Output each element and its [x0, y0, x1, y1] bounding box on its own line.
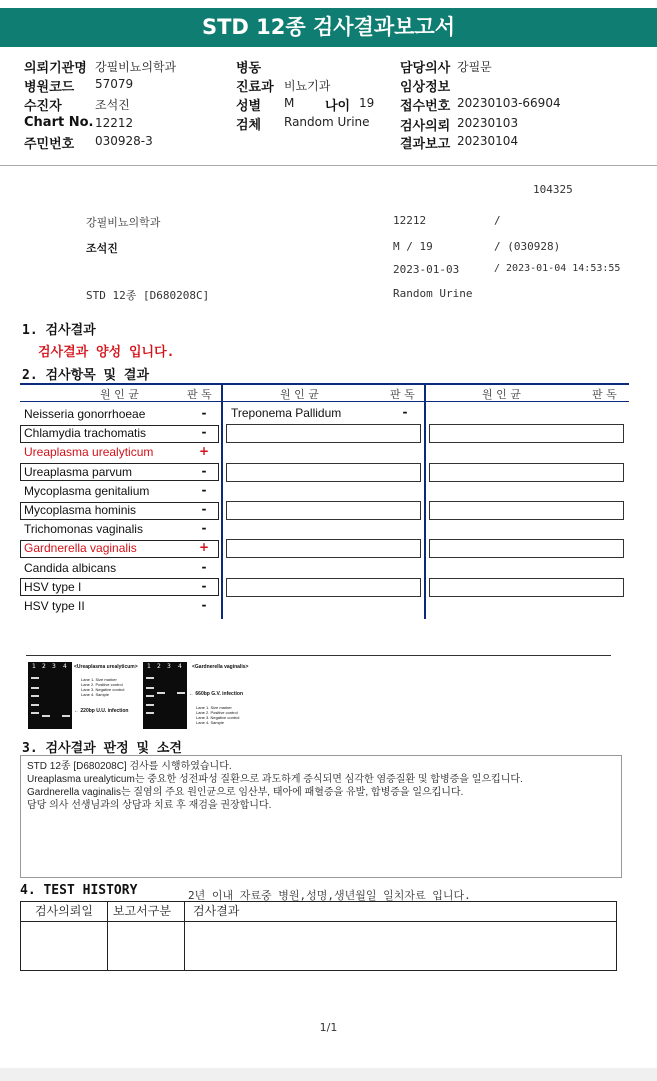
- empty-result-cell: [226, 463, 421, 482]
- opinion-box: [20, 755, 622, 878]
- organism-name: Chlamydia trachomatis: [24, 426, 147, 441]
- uu-marker-band: [31, 677, 39, 679]
- organism-result: -: [201, 406, 207, 420]
- gv-legend-line: Lane 1. Size marker: [196, 705, 232, 710]
- organism-name: HSV type I: [24, 579, 82, 594]
- report-label: 결과보고: [400, 137, 451, 152]
- organism-result: +: [198, 444, 210, 459]
- summary-specimen: Random Urine: [393, 287, 473, 300]
- gv-gel-title: <Gardnerella vaginalis>: [192, 664, 249, 670]
- organism-name: Ureaplasma parvum: [24, 464, 133, 479]
- summary-report-datetime: / 2023-01-04 14:53:55: [494, 263, 621, 274]
- page-number: 1/1: [319, 1021, 338, 1034]
- uu-marker-band: [31, 695, 39, 697]
- specimen-label: 검체: [236, 118, 262, 133]
- uu-marker-band: [31, 712, 39, 714]
- organism-name: HSV type II: [24, 599, 85, 613]
- section-history-title: 4. TEST HISTORY: [20, 883, 138, 898]
- uu-lane-1: 1: [32, 663, 36, 670]
- doctor-value: 강필문: [457, 60, 492, 74]
- sex-value: M: [284, 96, 295, 110]
- sex-label: 성별: [236, 99, 262, 114]
- summary-slash: /: [494, 214, 501, 227]
- history-col-result: 검사결과: [193, 904, 240, 918]
- resident-no-value: 030928-3: [95, 134, 153, 148]
- receipt-no-label: 접수번호: [400, 99, 451, 114]
- request-date-value: 20230103: [457, 116, 519, 130]
- age-value: 19: [359, 96, 375, 110]
- doctor-label: 담당의사: [400, 61, 451, 76]
- history-header-border: [21, 921, 616, 922]
- gv-legend-line: Lane 4. Sample: [196, 720, 225, 725]
- organism-name: Neisseria gonorrhoeae: [24, 407, 146, 421]
- chart-no-value: 12212: [95, 116, 134, 130]
- uu-band-annotation: ← 220bp U.U. infection: [74, 708, 129, 714]
- history-divider: [107, 902, 108, 970]
- organism-result: -: [201, 598, 207, 612]
- uu-sample-band: [62, 715, 70, 717]
- chart-no-label: Chart No.: [24, 115, 94, 130]
- uu-marker-band: [31, 704, 39, 706]
- gv-lane-1: 1: [147, 663, 151, 670]
- treponema-name: Treponema Pallidum: [231, 406, 342, 420]
- empty-result-cell: [429, 578, 624, 597]
- organism-name: Trichomonas vaginalis: [24, 522, 143, 537]
- uu-lane-4: 4: [63, 663, 67, 670]
- request-label: 검사의뢰: [400, 119, 451, 134]
- gv-band-annotation: ← 660bp G.V. infection: [189, 691, 243, 697]
- empty-result-cell: [429, 424, 624, 443]
- organism-name: Gardnerella vaginalis: [24, 541, 137, 556]
- gv-lane-2: 2: [157, 663, 161, 670]
- organism-result: -: [201, 463, 207, 478]
- organism-result: -: [201, 482, 207, 497]
- specimen-value: Random Urine: [284, 115, 370, 129]
- gv-gel-image: [143, 662, 187, 729]
- gv-lane-4: 4: [178, 663, 182, 670]
- uu-positive-band: [42, 715, 50, 717]
- history-col-request-date: 검사의뢰일: [35, 904, 93, 918]
- clinical-info-label: 임상정보: [400, 80, 451, 95]
- organism-name: Candida albicans: [24, 560, 117, 575]
- patient-header: [0, 51, 657, 166]
- positive-result-message: 검사결과 양성 입니다.: [38, 345, 175, 360]
- empty-result-cell: [429, 539, 624, 558]
- organism-result: -: [201, 502, 207, 516]
- department-label: 진료과: [236, 80, 274, 95]
- history-divider: [184, 902, 185, 970]
- section-items-title: 2. 검사항목 및 결과: [22, 368, 150, 383]
- organism-result: -: [201, 578, 207, 593]
- gv-marker-band: [146, 695, 154, 697]
- history-note: 2년 이내 자료중 병원,성명,생년월일 일치자료 입니다.: [188, 889, 471, 902]
- opinion-line: Ureaplasma urealyticum는 중요한 성전파성 질환으로 과도하게 증식되면 심각한 염증질환 및 합병증을 일으킵니다.: [27, 774, 523, 785]
- summary-sex-age: M / 19: [393, 240, 433, 253]
- recipient-value: 조석진: [95, 98, 130, 112]
- organism-name: Mycoplasma hominis: [24, 503, 137, 517]
- gel-electrophoresis-panel: [26, 655, 611, 731]
- opinion-line: STD 12종 [D680208C] 검사를 시행하였습니다.: [27, 761, 232, 772]
- col1-result-header: 판 독: [187, 388, 212, 401]
- organism-result: -: [201, 425, 207, 440]
- hospital-code-value: 57079: [95, 77, 134, 91]
- gv-marker-band: [146, 687, 154, 689]
- col3-organism-header: 원 인 균: [482, 388, 521, 401]
- organism-name: Ureaplasma urealyticum: [24, 445, 154, 460]
- gv-sample-band: [177, 692, 185, 694]
- treponema-result: -: [402, 405, 408, 419]
- section-result-title: 1. 검사결과: [22, 323, 96, 338]
- gv-positive-band: [157, 692, 165, 694]
- opinion-line: 담당 의사 선생님과의 상담과 치료 후 재검을 권장합니다.: [27, 800, 272, 811]
- uu-lane-2: 2: [42, 663, 46, 670]
- gv-legend-line: Lane 2. Positive control: [196, 710, 238, 715]
- gv-legend-line: Lane 3. Negative control: [196, 715, 240, 720]
- summary-chart-no: 12212: [393, 214, 427, 227]
- summary-institution: 강필비뇨의학과: [86, 216, 161, 229]
- gv-marker-band: [146, 712, 154, 714]
- report-title: STD 12종 검사결과보고서: [0, 8, 657, 47]
- empty-result-cell: [226, 578, 421, 597]
- gv-marker-band: [146, 704, 154, 706]
- opinion-line: Gardnerella vaginalis는 질염의 주요 원인균으로 임산부, 태아에 패혈증을 유발, 합병증을 일으킵니다.: [27, 787, 464, 798]
- resident-no-label: 주민번호: [24, 137, 75, 152]
- organism-result: +: [198, 540, 210, 555]
- section-opinion-title: 3. 검사결과 판정 및 소견: [22, 741, 182, 756]
- empty-result-cell: [226, 539, 421, 558]
- organism-result: -: [201, 521, 207, 536]
- report-date-value: 20230104: [457, 134, 519, 148]
- uu-lane-legend: [81, 677, 124, 697]
- uu-gel-image: [28, 662, 72, 729]
- uu-legend-line: Lane 4. Sample: [81, 692, 110, 697]
- results-column-divider-2: [424, 385, 426, 619]
- organism-name: Mycoplasma genitalium: [24, 483, 150, 498]
- uu-legend-line: Lane 3. Negative control: [81, 687, 125, 692]
- summary-name: 조석진: [86, 242, 118, 255]
- empty-result-cell: [226, 424, 421, 443]
- uu-gel-title: <Ureaplasma urealyticum>: [74, 664, 138, 670]
- results-table-top-border: [20, 383, 629, 385]
- department-value: 비뇨기과: [284, 79, 331, 93]
- uu-marker-band: [31, 687, 39, 689]
- institution-label: 의뢰기관명: [24, 61, 87, 76]
- specimen-code: 104325: [533, 183, 573, 196]
- history-table: [20, 901, 617, 971]
- institution-value: 강필비뇨의학과: [95, 60, 177, 74]
- summary-test-name: STD 12종 [D680208C]: [86, 289, 210, 302]
- empty-result-cell: [226, 501, 421, 520]
- col2-organism-header: 원 인 균: [280, 388, 319, 401]
- hospital-code-label: 병원코드: [24, 80, 75, 95]
- uu-lane-3: 3: [52, 663, 56, 670]
- summary-birth: / (030928): [494, 240, 561, 253]
- gv-marker-band: [146, 677, 154, 679]
- summary-request-date: 2023-01-03: [393, 263, 460, 276]
- uu-legend-line: Lane 2. Positive control: [81, 682, 123, 687]
- receipt-no-value: 20230103-66904: [457, 96, 561, 110]
- empty-result-cell: [429, 463, 624, 482]
- empty-result-cell: [429, 501, 624, 520]
- ward-label: 병동: [236, 61, 262, 76]
- col2-result-header: 판 독: [390, 388, 415, 401]
- col3-result-header: 판 독: [592, 388, 617, 401]
- history-col-report-type: 보고서구분: [113, 904, 171, 918]
- organism-result: -: [201, 559, 207, 574]
- uu-legend-line: Lane 1. Size marker: [81, 677, 117, 682]
- col1-organism-header: 원 인 균: [100, 388, 139, 401]
- gv-lane-3: 3: [167, 663, 171, 670]
- age-label: 나이: [325, 99, 351, 114]
- gv-lane-legend: [196, 705, 239, 725]
- recipient-label: 수진자: [24, 99, 62, 114]
- results-column-divider-1: [221, 385, 223, 619]
